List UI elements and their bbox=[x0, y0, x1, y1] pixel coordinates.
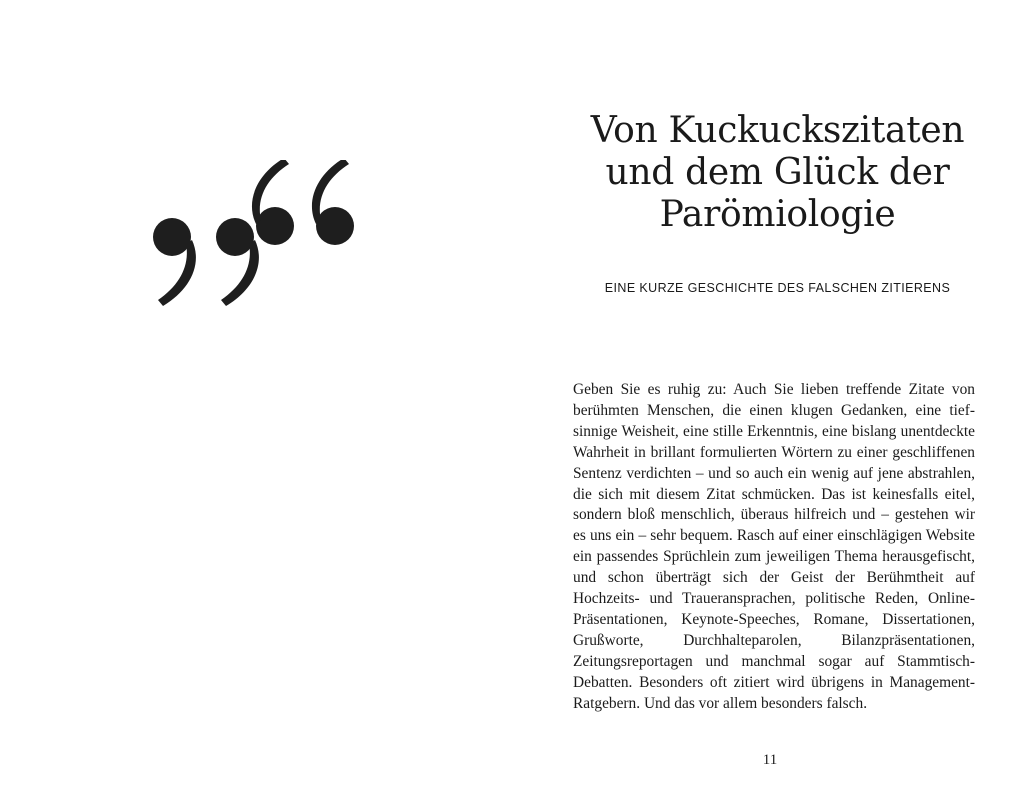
high-quote-mark-second bbox=[312, 160, 354, 245]
body-paragraph: Geben Sie es ruhig zu: Auch Sie lieben treffende Zitate von berühmten Menschen, die einen klugen Gedanken, eine tiefsinnige Weisheit, eine stille Erkenntnis, eine bislang unentdeckte Wahrheit in brillant formulierten Wörtern zu einer geschliffenen Sentenz verdichten – und so auch ein wenig auf jene abstrahlen, die sich mit diesem Zitat schmücken. Das ist keinesfalls eitel, sondern bloß menschlich, überaus hilfreich und – gestehen wir es uns ein – sehr bequem. Rasch auf einer einschlägigen Website ein passendes Sprüchlein zum jeweiligen Thema herausgefischt, und schon überträgt sich der Geist der Berühmtheit auf Hochzeits- und Traueransprachen, politische Reden, Online-Präsentationen, Keynote-Speeches, Romane, Dissertationen, Grußworte, Durchhalteparolen, Bilanzpräsentationen, Zeitungsreportagen und manchmal sogar auf Stammtisch-Debatten. Besonders oft zitiert wird übrigens in Management-Ratgebern. Und das vor allem besonders falsch. bbox=[573, 381, 975, 712]
chapter-title-line: Von Kuckuckszitaten bbox=[590, 110, 965, 151]
right-page bbox=[510, 0, 1020, 808]
chapter-title bbox=[550, 110, 1005, 236]
chapter-title-line: Parömiologie bbox=[659, 194, 896, 235]
chapter-title-line: und dem Glück der bbox=[605, 152, 950, 193]
high-quote-mark-first bbox=[252, 160, 294, 245]
page-number: 11 bbox=[762, 752, 778, 768]
low-quote-mark-second bbox=[216, 218, 259, 306]
low-quote-mark-first bbox=[153, 218, 196, 306]
chapter-subtitle: EINE KURZE GESCHICHTE DES FALSCHEN ZITIERENS bbox=[604, 281, 951, 295]
quotation-marks-icon bbox=[150, 160, 360, 310]
